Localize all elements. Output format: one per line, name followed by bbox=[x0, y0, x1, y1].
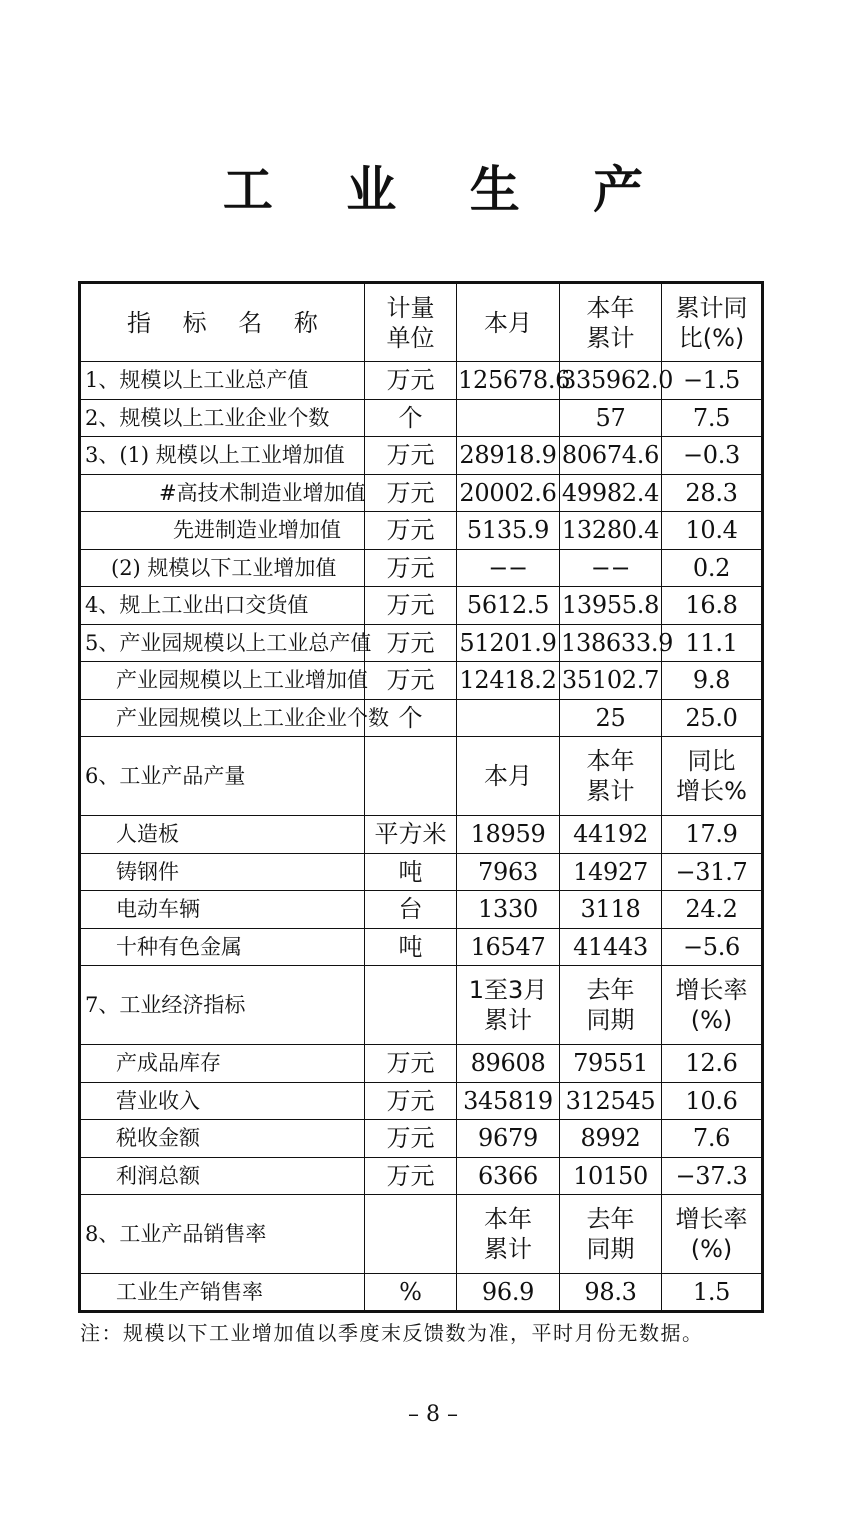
page-title: 工 业 生 产 bbox=[222, 161, 672, 219]
row-unit: 吨 bbox=[365, 853, 457, 891]
row-value-b: 3118 bbox=[560, 891, 662, 929]
industrial-production-table bbox=[78, 281, 764, 1313]
row-ytd: −− bbox=[560, 549, 662, 587]
table-row bbox=[80, 1045, 763, 1083]
row-name: 人造板 bbox=[80, 816, 365, 854]
row-name: 先进制造业增加值 bbox=[80, 512, 365, 550]
row-unit: 万元 bbox=[365, 587, 457, 625]
table-row bbox=[80, 928, 763, 966]
row-value-a: 16547 bbox=[457, 928, 560, 966]
row-ytd: 25 bbox=[560, 699, 662, 737]
row-yoy: 0.2 bbox=[662, 549, 763, 587]
row-name: 产业园规模以上工业企业个数 bbox=[80, 699, 365, 737]
header-yoy: 累计同 比(%) bbox=[662, 283, 763, 362]
row-yoy: 16.8 bbox=[662, 587, 763, 625]
section-col1-header: 1至3月 累计 bbox=[457, 966, 560, 1045]
row-name: 1、规模以上工业总产值 bbox=[80, 362, 365, 400]
table-row bbox=[80, 816, 763, 854]
table-row bbox=[80, 1120, 763, 1158]
row-value-a: 6366 bbox=[457, 1157, 560, 1195]
row-ytd: 13955.8 bbox=[560, 587, 662, 625]
table-row bbox=[80, 362, 763, 400]
row-ytd: 57 bbox=[560, 399, 662, 437]
row-unit: 万元 bbox=[365, 1082, 457, 1120]
row-value-a: 96.9 bbox=[457, 1274, 560, 1312]
row-yoy: 7.5 bbox=[662, 399, 763, 437]
section-col3-header: 增长率 (%) bbox=[662, 966, 763, 1045]
row-name: #高技术制造业增加值 bbox=[80, 474, 365, 512]
row-value-a: 7963 bbox=[457, 853, 560, 891]
row-value-c: 10.6 bbox=[662, 1082, 763, 1120]
row-value-c: 24.2 bbox=[662, 891, 763, 929]
row-name: 工业生产销售率 bbox=[80, 1274, 365, 1312]
row-month: 12418.2 bbox=[457, 662, 560, 700]
row-month: 51201.9 bbox=[457, 624, 560, 662]
row-value-b: 41443 bbox=[560, 928, 662, 966]
row-unit: 万元 bbox=[365, 624, 457, 662]
section-name: 8、工业产品销售率 bbox=[80, 1195, 365, 1274]
row-unit: 万元 bbox=[365, 1045, 457, 1083]
row-unit: 个 bbox=[365, 399, 457, 437]
row-value-b: 10150 bbox=[560, 1157, 662, 1195]
section-name: 7、工业经济指标 bbox=[80, 966, 365, 1045]
row-unit: 个 bbox=[365, 699, 457, 737]
row-month: 20002.6 bbox=[457, 474, 560, 512]
section-col2-header: 去年 同期 bbox=[560, 966, 662, 1045]
section-col1-header: 本年 累计 bbox=[457, 1195, 560, 1274]
row-ytd: 138633.9 bbox=[560, 624, 662, 662]
row-yoy: −1.5 bbox=[662, 362, 763, 400]
row-unit: 平方米 bbox=[365, 816, 457, 854]
row-unit: 万元 bbox=[365, 662, 457, 700]
section-name: 6、工业产品产量 bbox=[80, 737, 365, 816]
row-value-c: −37.3 bbox=[662, 1157, 763, 1195]
row-month bbox=[457, 399, 560, 437]
header-unit: 计量 单位 bbox=[365, 283, 457, 362]
row-name: 税收金额 bbox=[80, 1120, 365, 1158]
table-header-row bbox=[80, 283, 763, 362]
row-unit: 万元 bbox=[365, 549, 457, 587]
row-unit: 吨 bbox=[365, 928, 457, 966]
section-col2-header: 去年 同期 bbox=[560, 1195, 662, 1274]
row-unit: % bbox=[365, 1274, 457, 1312]
table-row bbox=[80, 1274, 763, 1312]
row-name: (2) 规模以下工业增加值 bbox=[80, 549, 365, 587]
row-value-a: 89608 bbox=[457, 1045, 560, 1083]
row-value-b: 44192 bbox=[560, 816, 662, 854]
row-unit: 万元 bbox=[365, 512, 457, 550]
row-month: 5135.9 bbox=[457, 512, 560, 550]
row-name: 产成品库存 bbox=[80, 1045, 365, 1083]
row-value-b: 312545 bbox=[560, 1082, 662, 1120]
row-name: 3、(1) 规模以上工业增加值 bbox=[80, 437, 365, 475]
row-name: 铸钢件 bbox=[80, 853, 365, 891]
table-row bbox=[80, 891, 763, 929]
row-value-c: −5.6 bbox=[662, 928, 763, 966]
row-name: 4、规上工业出口交货值 bbox=[80, 587, 365, 625]
row-unit: 台 bbox=[365, 891, 457, 929]
row-month: 28918.9 bbox=[457, 437, 560, 475]
row-unit: 万元 bbox=[365, 362, 457, 400]
row-value-c: 12.6 bbox=[662, 1045, 763, 1083]
table-row bbox=[80, 699, 763, 737]
row-month: 5612.5 bbox=[457, 587, 560, 625]
section-col2-header: 本年 累计 bbox=[560, 737, 662, 816]
row-unit: 万元 bbox=[365, 1120, 457, 1158]
row-unit: 万元 bbox=[365, 1157, 457, 1195]
row-month: 125678.6 bbox=[457, 362, 560, 400]
section-col3-header: 增长率 (%) bbox=[662, 1195, 763, 1274]
row-value-a: 1330 bbox=[457, 891, 560, 929]
section-unit bbox=[365, 737, 457, 816]
row-name: 5、产业园规模以上工业总产值 bbox=[80, 624, 365, 662]
table-row bbox=[80, 474, 763, 512]
row-ytd: 13280.4 bbox=[560, 512, 662, 550]
row-value-b: 8992 bbox=[560, 1120, 662, 1158]
table-row bbox=[80, 549, 763, 587]
row-yoy: 9.8 bbox=[662, 662, 763, 700]
row-name: 利润总额 bbox=[80, 1157, 365, 1195]
table-row bbox=[80, 1082, 763, 1120]
row-yoy: 25.0 bbox=[662, 699, 763, 737]
row-yoy: 28.3 bbox=[662, 474, 763, 512]
header-year-to-date: 本年 累计 bbox=[560, 283, 662, 362]
section-unit bbox=[365, 1195, 457, 1274]
table-row bbox=[80, 662, 763, 700]
row-ytd: 80674.6 bbox=[560, 437, 662, 475]
table-row bbox=[80, 399, 763, 437]
row-value-c: 7.6 bbox=[662, 1120, 763, 1158]
section-col1-header: 本月 bbox=[457, 737, 560, 816]
row-month bbox=[457, 699, 560, 737]
row-yoy: 11.1 bbox=[662, 624, 763, 662]
row-name: 营业收入 bbox=[80, 1082, 365, 1120]
section-header-row bbox=[80, 737, 763, 816]
row-value-c: 17.9 bbox=[662, 816, 763, 854]
row-value-c: 1.5 bbox=[662, 1274, 763, 1312]
row-yoy: 10.4 bbox=[662, 512, 763, 550]
row-value-c: −31.7 bbox=[662, 853, 763, 891]
table-row bbox=[80, 512, 763, 550]
table-row bbox=[80, 587, 763, 625]
table-row bbox=[80, 1157, 763, 1195]
table-row bbox=[80, 853, 763, 891]
row-value-a: 9679 bbox=[457, 1120, 560, 1158]
row-unit: 万元 bbox=[365, 474, 457, 512]
section-unit bbox=[365, 966, 457, 1045]
header-indicator-name: 指 标 名 称 bbox=[80, 283, 365, 362]
footnote: 注：规模以下工业增加值以季度末反馈数为准，平时月份无数据。 bbox=[80, 1321, 704, 1345]
row-value-b: 79551 bbox=[560, 1045, 662, 1083]
row-value-a: 18959 bbox=[457, 816, 560, 854]
row-name: 2、规模以上工业企业个数 bbox=[80, 399, 365, 437]
page-number: – 8 – bbox=[408, 1402, 458, 1427]
row-value-b: 14927 bbox=[560, 853, 662, 891]
row-unit: 万元 bbox=[365, 437, 457, 475]
row-ytd: 49982.4 bbox=[560, 474, 662, 512]
section-header-row bbox=[80, 1195, 763, 1274]
row-name: 电动车辆 bbox=[80, 891, 365, 929]
row-value-a: 345819 bbox=[457, 1082, 560, 1120]
row-ytd: 35102.7 bbox=[560, 662, 662, 700]
section-header-row bbox=[80, 966, 763, 1045]
table-row bbox=[80, 624, 763, 662]
row-ytd: 335962.0 bbox=[560, 362, 662, 400]
row-yoy: −0.3 bbox=[662, 437, 763, 475]
row-name: 产业园规模以上工业增加值 bbox=[80, 662, 365, 700]
section-col3-header: 同比 增长% bbox=[662, 737, 763, 816]
row-value-b: 98.3 bbox=[560, 1274, 662, 1312]
header-this-month: 本月 bbox=[457, 283, 560, 362]
row-name: 十种有色金属 bbox=[80, 928, 365, 966]
row-month: −− bbox=[457, 549, 560, 587]
table-row bbox=[80, 437, 763, 475]
